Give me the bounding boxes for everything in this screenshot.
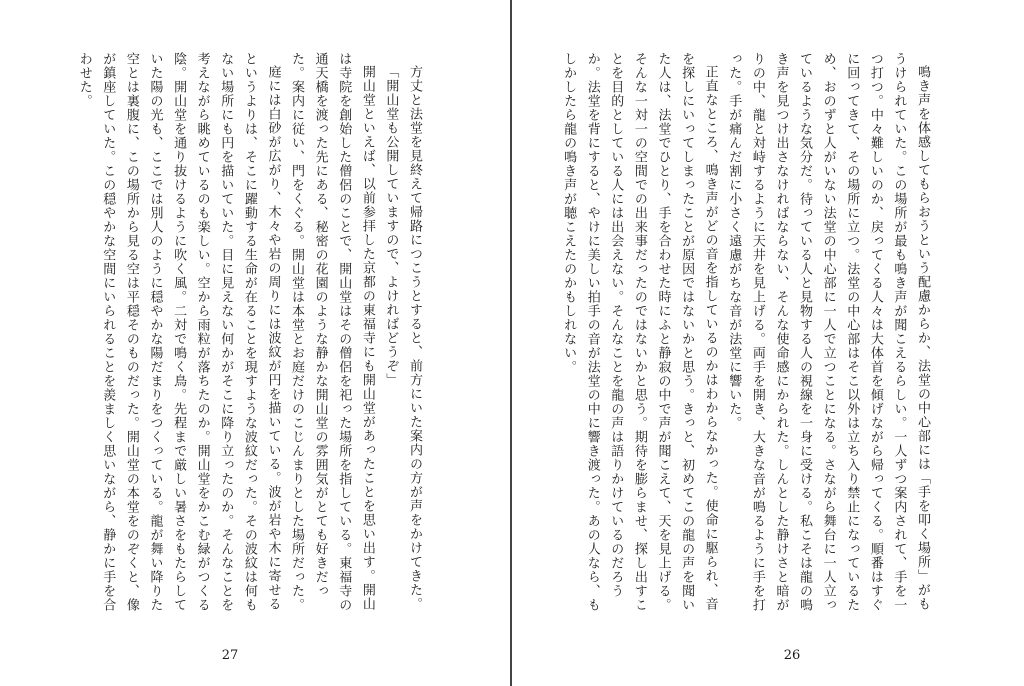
page-number: 26 <box>783 648 801 663</box>
paragraph: 正直なところ、鳴き声がどの音を指しているのかはわからなかった。使命に駆られ、音を探しにいってしまったことが原因ではないかと思う。きっと、初めてこの龍の声を聞いた人は、法堂でひとり、手を合わせた時にふと静寂の中で声が聞こえて、天を見上げる。そんな一対一の空間での出来事だったのではないかと思う。期待を膨らませ、探し出すことを目的としている人には出会えない。そんなことを龍の声は語りかけているのだろうか。法堂を背にすると、やけに美しい拍手の音が法堂の中に響き渡った。あの人なら、もしかしたら龍の鳴き声が聴こえたのかもしれない。 <box>561 52 718 612</box>
paragraph: 開山堂といえば、以前参拝した京都の東福寺にも開山堂があったことを思い出す。開山は寺院を創始した僧侶のことで、開山堂はその僧侶を祀った場所を指している。東福寺の通天橋を渡った先にある、秘密の花園のような静かな開山堂の雰囲気がとても好きだった。案内に従い、門をくぐる。開山堂は本堂とお庭だけのこじんまりとした場所だった。 <box>289 52 375 612</box>
left-page-body <box>76 52 426 622</box>
paragraph: 鳴き声を体感してもらおうという配慮からか、法堂の中心部には「手を叩く場所」がもうけられていた。この場所が最も鳴き声が聞こえるらしい。一人ずつ案内されて、手を一つ打つ。中々難しいのか、戻ってくる人々は大体首を傾げながら帰ってくる。順番はすぐに回ってきて、その場所に立つ。法堂の中心部はそこ以外は立ち入り禁止になっているため、おのずと人がいない法堂の中心部に一人で立つことになる。さながら舞台に一人立っているような気分だ。待っている人と見物する人の視線を一身に受ける。私こそは龍の鳴き声を見つけ出さなければならない、そんな使命感にかられた。しんとした静けさと暗がりの中、龍と対峙するように天井を見上げる。両手を開き、大きな音が鳴るように手を打った。手が痛んだ割に小さく遠慮がちな音が法堂に響いた。 <box>726 52 930 612</box>
page-number: 27 <box>221 648 239 663</box>
paragraph: 方丈と法堂を見終えて帰路につこうとすると、前方にいた案内の方が声をかけてきた。 <box>407 65 422 611</box>
right-page-body <box>561 52 934 622</box>
right-page <box>512 0 1024 686</box>
paragraph: 「開山堂も公開していますので、よければどうぞ」 <box>383 65 399 387</box>
paragraph: 庭には白砂が広がり、木々や岩の周りには波紋が円を描いている。波が岩や木に寄せるというよりは、そこに躍動する生命が在ることを現すような波紋だった。その波紋は何もない場所にも円を描いていた。目に見えない何かがそこに降り立ったのか。そんなことを考えながら眺めているのも楽しい。空から雨粒が落ちたのか。開山堂をかこむ緑がつくる陰。開山堂を通り抜けるように吹く風。二対で鳴く鳥。先程まで厳しい暑さをもたらしていた陽の光も、ここでは別人のように穏やかな陽だまりをつくっている。龍が舞い降りた空とは裏腹に、この場所から見る空は平穏そのものだった。開山堂の本堂をのぞくと、像が鎮座していた。この穏やかな空間にいられることを羨ましく思いながら、静かに手を合わせた。 <box>76 52 281 612</box>
